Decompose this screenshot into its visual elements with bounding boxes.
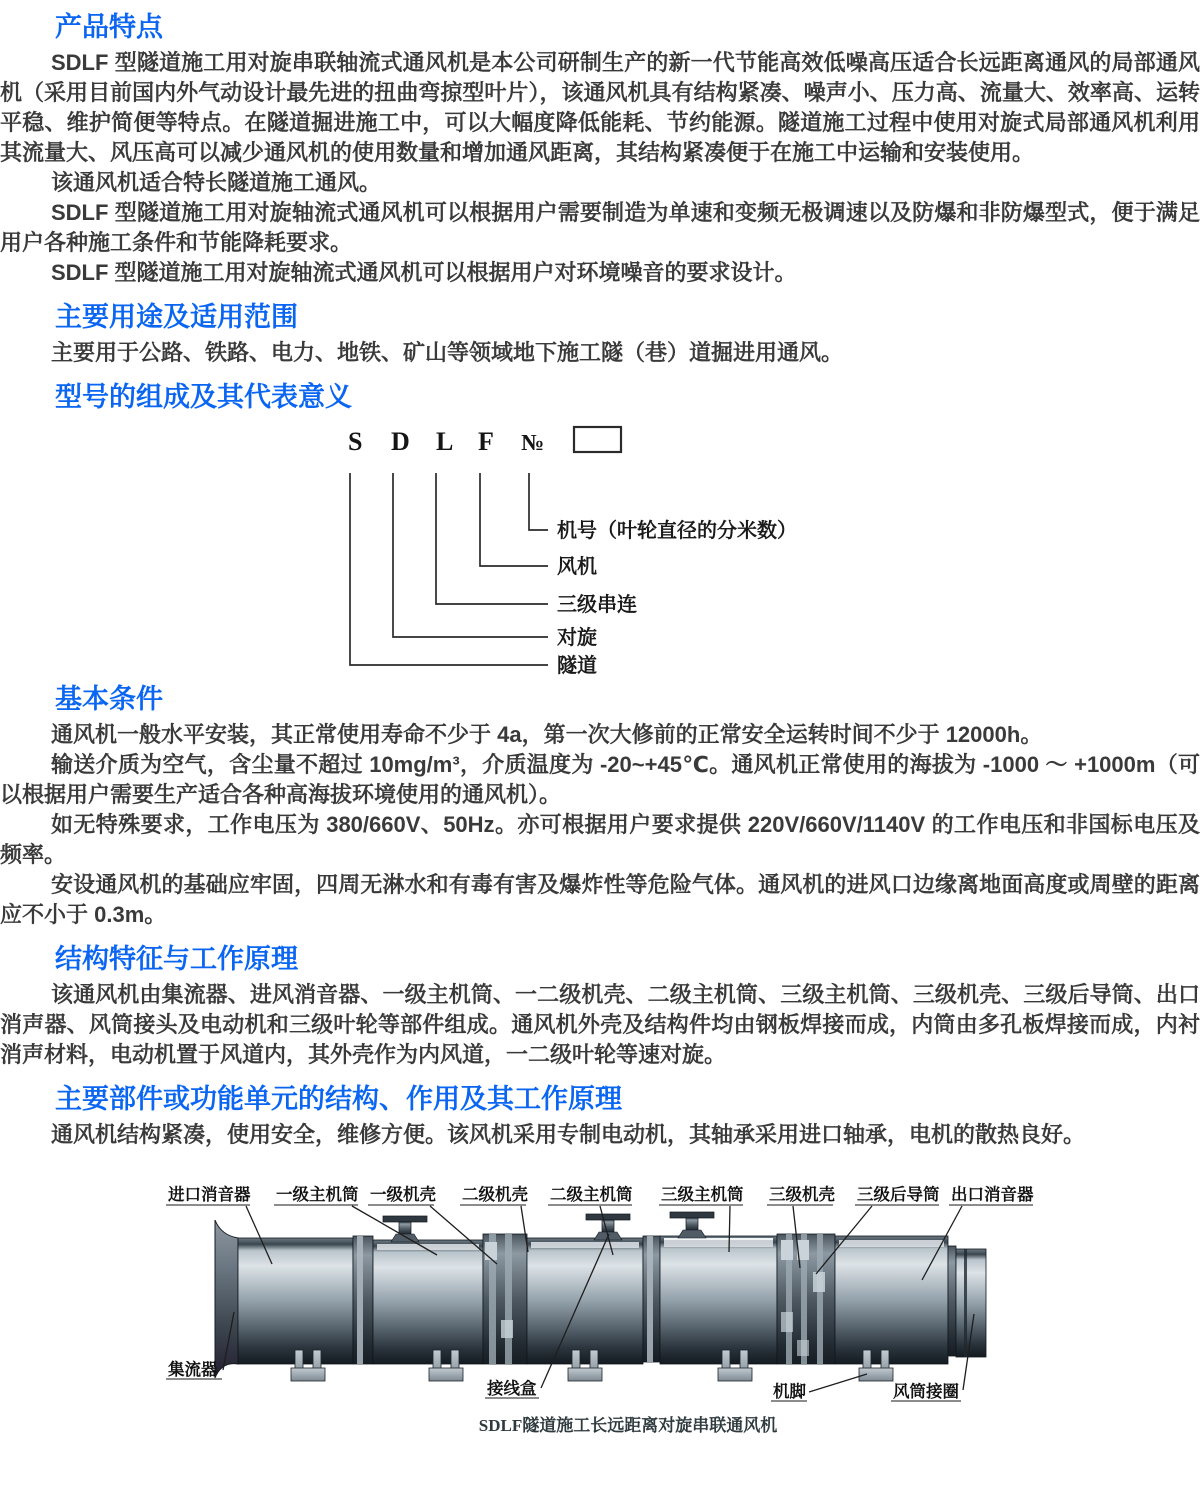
- heading-structure-principle: 结构特征与工作原理: [55, 944, 298, 974]
- structure-paragraph-1: 该通风机由集流器、进风消音器、一级主机筒、一二级机壳、二级主机筒、三级主机筒、三级机壳、三级后导筒、出口消声器、风筒接头及电动机和三级叶轮等部件组成。通风机外壳及结构件均由钢板焊接而成，内筒由多孔板焊接而成，内衬消声材料，电动机置于风道内，其外壳作为内风道，一二级叶轮等速对旋。: [0, 982, 1200, 1067]
- features-paragraph-1: SDLF 型隧道施工用对旋串联轴流式通风机是本公司研制生产的新一代节能高效低噪高压适合长远距离通风的局部通风机（采用目前国内外气动设计最先进的扭曲弯掠型叶片），该通风机具有结构紧凑、噪声小、压力高、流量大、效率高、运转平稳、维护简便等特点。在隧道掘进施工中，可以大幅度降低能耗、节约能源。隧道施工过程中使用对旋式局部通风机利用其流量大、风压高可以减少通风机的使用数量和增加通风距离，其结构紧凑便于在施工中运输和安装使用。: [0, 50, 1200, 165]
- model-number-box: [574, 427, 621, 452]
- model-label-three-stage: 三级串连: [557, 594, 637, 616]
- fan-section-stage1-main: [373, 1240, 483, 1364]
- fan-flange-plate: [485, 1242, 497, 1260]
- fan-flange-1-strip: [357, 1236, 363, 1364]
- model-letters: [348, 427, 544, 456]
- fan-illustration: [0, 1172, 1200, 1444]
- fan-body: [215, 1212, 986, 1381]
- fan-flange-plate: [781, 1312, 793, 1332]
- fan-flange-strip: [817, 1234, 823, 1364]
- model-connector-lines: [350, 473, 548, 665]
- features-paragraph-4: SDLF 型隧道施工用对旋轴流式通风机可以根据用户对环境噪音的要求设计。: [51, 260, 797, 285]
- fan-flange-2-strip: [647, 1236, 653, 1362]
- fan-label-stage1-casing: 一级机壳: [370, 1185, 436, 1204]
- basics-paragraph-3: 如无特殊要求，工作电压为 380/660V、50Hz。亦可根据用户要求提供 220V/660V/1140V 的工作电压和非国标电压及频率。: [0, 812, 1200, 867]
- fan-illustration-svg: [0, 1172, 1200, 1444]
- heading-main-usage: 主要用途及适用范围: [55, 302, 298, 332]
- model-label-contra: 对旋: [557, 627, 597, 649]
- fan-section-outlet-silencer: [835, 1236, 948, 1364]
- model-meaning-labels: [557, 518, 797, 677]
- model-label-fan: 风机: [557, 556, 597, 578]
- fan-label-collector: 集流器: [168, 1360, 218, 1379]
- fan-label-inlet-silencer: 进口消音器: [168, 1185, 251, 1204]
- model-label-tunnel: 隧道: [557, 655, 597, 677]
- fan-section-outlet-topstrip: [839, 1240, 944, 1247]
- model-code-diagram: [0, 418, 1200, 682]
- model-code-diagram-svg: [0, 418, 1200, 682]
- fan-section-stage3-topline: [664, 1238, 773, 1240]
- model-label-unit-no: 机号（叶轮直径的分米数）: [557, 520, 797, 542]
- heading-product-features: 产品特点: [55, 12, 163, 42]
- fan-label-stage3-casing: 三级机壳: [769, 1185, 835, 1204]
- model-letter-d: D: [391, 427, 410, 456]
- model-letter-f: F: [478, 427, 494, 456]
- fan-label-duct-ring: 风筒接圈: [893, 1382, 959, 1401]
- model-letter-l: L: [436, 427, 454, 456]
- features-paragraph-2: 该通风机适合特长隧道施工通风。: [51, 170, 382, 195]
- fan-label-stage3-guide: 三级后导筒: [857, 1185, 940, 1204]
- features-paragraph-3: SDLF 型隧道施工用对旋轴流式通风机可以根据用户需要制造为单速和变频无极调速以及防爆和非防爆型式，便于满足用户各种施工条件和节能降耗要求。: [0, 200, 1200, 255]
- fan-label-stage2-casing: 二级机壳: [462, 1185, 528, 1204]
- fan-section-stage3-main: [660, 1236, 777, 1364]
- model-letter-no: №: [521, 430, 545, 455]
- basics-paragraph-1: 通风机一般水平安装，其正常使用寿命不少于 4a，第一次大修前的正常安全运转时间不少于 12000h。: [51, 722, 1043, 747]
- fan-outlet-flange: [948, 1246, 956, 1356]
- model-letter-s: S: [348, 427, 363, 456]
- heading-main-components: 主要部件或功能单元的结构、作用及其工作原理: [55, 1084, 622, 1114]
- fan-section-stage3-topstrip: [664, 1240, 773, 1247]
- fan-label-stage2-main: 二级主机筒: [550, 1185, 633, 1204]
- fan-label-stage1-main: 一级主机筒: [276, 1185, 359, 1204]
- fan-label-outlet-silencer: 出口消音器: [951, 1185, 1034, 1204]
- heading-model-composition: 型号的组成及其代表意义: [55, 382, 352, 412]
- components-paragraph-1: 通风机结构紧凑，使用安全，维修方便。该风机采用专制电动机，其轴承采用进口轴承，电机的散热良好。: [51, 1122, 1086, 1147]
- fan-flange-plate: [501, 1320, 513, 1338]
- fan-flange-plate: [813, 1272, 825, 1292]
- fan-flange-plate: [797, 1340, 809, 1356]
- fan-section-stage2-topstrip: [531, 1242, 639, 1248]
- fan-label-foot: 机脚: [773, 1382, 806, 1401]
- fan-section-stage2-main: [527, 1238, 643, 1364]
- basics-paragraph-4: 安设通风机的基础应牢固，四周无淋水和有毒有害及爆炸性等危险气体。通风机的进风口边缘离地面高度或周壁的距离应不小于 0.3m。: [0, 872, 1200, 927]
- usage-paragraph-1: 主要用于公路、铁路、电力、地铁、矿山等领域地下施工隧（巷）道掘进用通风。: [51, 340, 844, 365]
- fan-flange-strip: [505, 1234, 512, 1364]
- heading-basic-conditions: 基本条件: [55, 684, 163, 714]
- fan-duct-ring-seam: [964, 1249, 967, 1357]
- basics-paragraph-2: 输送介质为空气，含尘量不超过 10mg/m³，介质温度为 -20~+45℃。通风机正常使用的海拔为 -1000 ～ +1000m（可以根据用户需要生产适合各种高海拔环境使用的通风机）。: [0, 752, 1200, 807]
- fan-label-junction-box: 接线盒: [487, 1379, 537, 1398]
- fan-caption: SDLF隧道施工长远距离对旋串联通风机: [478, 1416, 778, 1435]
- fan-part-duct-ring: [956, 1249, 986, 1357]
- fan-label-stage3-main: 三级主机筒: [661, 1185, 744, 1204]
- fan-flange-plate: [781, 1240, 793, 1260]
- fan-section-inlet-silencer: [238, 1238, 353, 1364]
